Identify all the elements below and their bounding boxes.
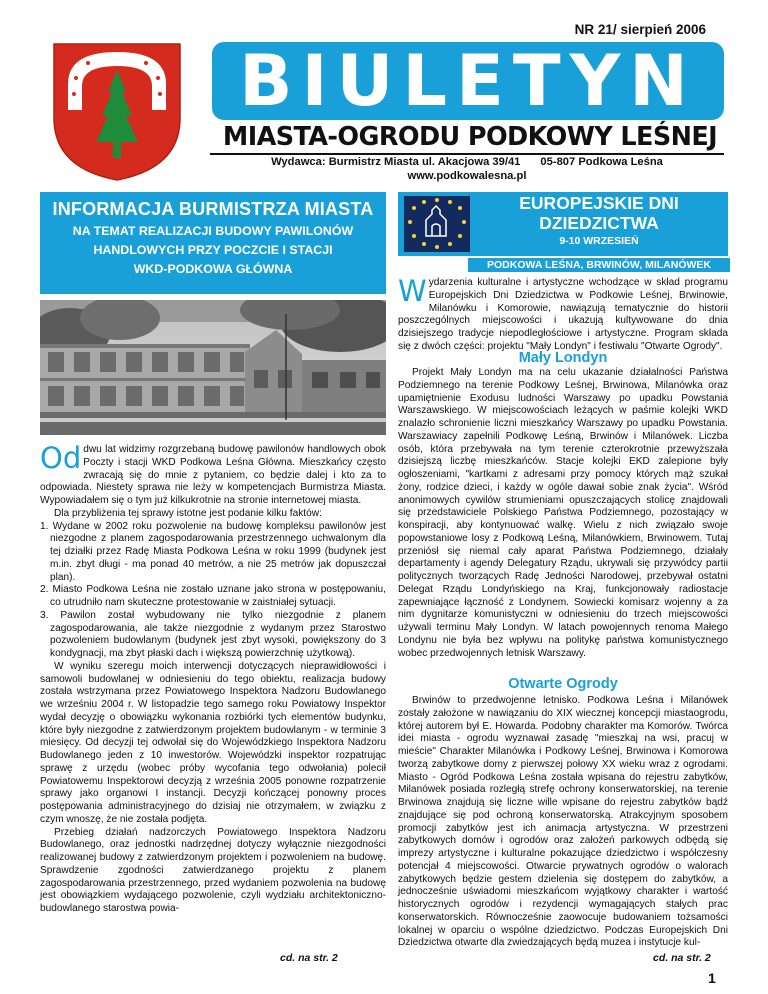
issue-number: NR 21/ sierpień 2006 — [574, 22, 706, 37]
continued-note: cd. na str. 2 — [280, 952, 338, 964]
section-title-otwarte-ogrody: Otwarte Ogrody — [508, 676, 618, 692]
mayor-info-title: INFORMACJA BURMISTRZA MIASTA — [52, 199, 374, 219]
title-banner — [212, 42, 724, 120]
heritage-days-places: PODKOWA LEŚNA, BRWINÓW, MILANÓWEK — [468, 258, 730, 272]
publisher-postal: 05-807 Podkowa Leśna — [540, 156, 663, 168]
heritage-days-title-line-1: EUROPEJSKIE DNI — [519, 193, 679, 213]
heritage-intro — [398, 274, 728, 354]
mayor-info-intro — [40, 441, 386, 508]
mayor-info-subtitle-2: HANDLOWYCH PRZY POCZCIE I STACJI — [93, 243, 333, 257]
drop-cap: Od — [40, 441, 82, 475]
mayor-info-intro-text: dwu lat widzimy rozgrzebaną budowę pawilonów handlowych obok Poczty i stacji WKD Podkowa Leśna Główna. Mieszkańcy często zwracają się do mnie z pytaniem, co będzie dalej i kto za to odpowiada. Niestety sprawa nie leży w kompetencjach Burmistrza Miasta. Wypowiadałem się o tym już kilkukrotnie na stronie internetowej miasta. — [40, 444, 386, 506]
mayor-info-paragraph: W wyniku szeregu moich interwencji dotyczących nieprawidłowości i samowoli budowlanej w odniesieniu do tego obiektu, realizacja budowy została wstrzymana przez Powiatowego Inspektora Nadzoru Budowlanego we wrześniu 2004 r. W listopadzie tego samego roku Powiatowy Inspektor wydał decyzję o obowiązku wykonania rozbiórki tych elementów budynku, które były niezgodne z zatwierdzonym projektem budowlanym - w terminie 3 miesięcy. Od decyzji tej odwołał się do Wojewódzkiego Inspektora Nadzoru Budowlanego jeden z 10 inwestorów. Wojewódzki inspektor rozpatrując sprawę z urzędu (wobec próby wycofania tego odwołania) polecił Powiatowemu Inspektorowi decyzją z września 2005 ponowne rozpatrzenie sprawy jako organowi I instancji. Decyzji kończącej ponowny proces postępowania administracyjnego do dzisiaj nie otrzymałem, w związku z czym wnoszę, że nie została podjęta. — [40, 660, 386, 825]
european-heritage-days-logo — [404, 196, 470, 252]
coat-of-arms-logo — [50, 40, 184, 182]
facts-list — [40, 521, 386, 661]
newsletter-title: BIULETYN — [239, 40, 697, 122]
heritage-days-title-line-2: DZIEDZICTWA — [539, 213, 659, 233]
continued-note: cd. na str. 2 — [653, 952, 711, 964]
maly-londyn-article — [398, 367, 728, 660]
drop-cap: W — [398, 274, 427, 308]
fact-item: 3. Pawilon został wybudowany nie tylko niezgodnie z planem zagospodarowania, ale także niezgodnie z wydanym przez Starostwo pozwoleniem budowlanym (budynek jest zbyt wysoki, powiększony do 3 kondygnacji, ma zbyt płaski dach i większą powierzchnię użytkową). — [40, 609, 386, 659]
mayor-info-header — [40, 192, 386, 294]
fact-item: 1. Wydane w 2002 roku pozwolenie na budowę kompleksu pawilonów jest niezgodne z planem zagospodarowania przestrzennego uchwalonym dla tej działki przez Radę Miasta Podkowa Leśna w roku 1999 (budynek jest m.in. zbyt długi - ma ponad 40 metrów, a nie 25 metrów jak dopuszczał plan). — [40, 520, 386, 583]
page-number: 1 — [708, 970, 716, 986]
heritage-days-title — [468, 193, 730, 233]
mayor-info-paragraph: Dla przybliżenia tej sprawy istotne jest podanie kilku faktów: — [54, 507, 322, 519]
publisher-address: Wydawca: Burmistrz Miasta ul. Akacjowa 39/41 — [271, 156, 521, 168]
mayor-info-subtitle-1: NA TEMAT REALIZACJI BUDOWY PAWILONÓW — [72, 224, 354, 238]
publisher-line — [210, 156, 724, 168]
mayor-info-subtitle-3: WKD-PODKOWA GŁÓWNA — [133, 262, 293, 276]
heritage-days-dates: 9-10 WRZESIEŃ — [559, 235, 639, 247]
maly-londyn-text: Projekt Mały Londyn ma na celu ukazanie działalności Państwa Podziemnego na terenie Podkowy Leśnej, Brwinowa, Milanówka oraz upamiętnienie Exodusu ludności Warszawy po upadku Powstania Warszawskiego. W miejscowościach leżących w paśmie kolejki WKD znalazło schronienie liczni mieszkańcy Warszawy po upadku Powstania. Warszawiacy zapełnili Podkowę Leśną, Brwinów i Milanówek. Liczba osób, która przebywała na tym terenie czterokrotnie przewyższała dzisiejszą liczbę mieszkańców. Stacje kolejki EKD zalepione były ogłoszeniami, "kartkami z adresami przy pomocy których mąż szukał żony, rodzice dzieci, i każdy w ogóle dawał sobie znak życia". Wśród anonimowych cywilów strumieniami opuszczających stolicę znajdowali się przedstawiciele Polskiego Państwa Podziemnego, pozostający w konspiracji, aby kontynuować walkę. Wielu z nich związało swoje popowstaniowe losy z Podkową Leśną, Milanówkiem, Brwinowem. Tutaj przeniósł się niemal cały aparat Państwa Podziemnego, działały departamenty i agendy Delegatury Rządu, ukrywali się przywódcy partii politycznych tworzących Radę Jedności Narodowej, przebywał ostatni Delegat Rządu Londyńskiego na Kraj, funkcjonowały radiostacje zapewniające łączność z Londynem. Sowiecki komisarz wojenny a za nim dygnitarze komunistyczni w odniesieniu do trzech miejscowości używali terminu Mały Londyn. W latach powojennych renoma Małego Londynu nie była bez wpływu na politykę państwa komunistycznego wobec przedwojennych letnisk Warszawy. — [398, 367, 728, 659]
section-title-maly-londyn: Mały Londyn — [518, 350, 608, 366]
newsletter-subtitle: MIASTA-OGRODU PODKOWY LEŚNEJ — [222, 122, 718, 152]
fact-item: 2. Miasto Podkowa Leśna nie zostało uznane jako strona w postępowaniu, co utrudniło nam skuteczne protestowanie w zaistniałej sytuacji. — [40, 584, 386, 608]
mayor-info-article — [40, 441, 386, 916]
construction-site-photo — [40, 300, 386, 435]
mayor-info-paragraph: Przebieg działań nadzorczych Powiatowego Inspektora Nadzoru Budowlanego, oraz jednostki nadrzędnej dotyczy wyłącznie niezgodności realizowanej budowy z zatwierdzonym projektem i pozwoleniem na budowę. Sprawdzenie zgodności zatwierdzanego projektu z planem zagospodarowania przestrzennego, przed wydaniem pozwolenia na budowę jest obowiązkiem wydającego pozwolenie, czyli wydziału architektoniczno-budowlanego starostwa powia- — [40, 826, 386, 914]
masthead-rule — [210, 153, 724, 155]
otwarte-ogrody-text: Brwinów to przedwojenne letnisko. Podkowa Leśna i Milanówek zostały założone w nawiązaniu do XIX wiecznej koncepcji miastaogrodu, której autorem był E. Howarda. Podobny charakter ma Komorów. Twórca idei miasta - ogrodu wyznawał zasadę "mieszkaj na wsi, pracuj w mieście" Charakter Milanówka i Podkowy Leśnej, Brwinowa i Komorowa tworzą zabytkowe domy z pierwszej połowy XX wieku wraz z ogrodami. Miasto - Ogród Podkowa Leśna została wpisana do rejestru zabytków, Milanówek posiada rozległą strefę ochrony konserwatorskiej, na terenie Brwinowa znajdują się liczne wille wpisane do rejestru zabytków bądź znajdujące się pod ochroną konserwatorską. Atrakcyjnym sposobem promocji zabytków jest ich animacja artystyczna. W przestrzeni zabytkowych domów i ogrodów oraz założeń parkowych odbędą się imprezy artystyczne i kulturalne pokazujące dziedzictwo i współczesny potencjał 4 miejscowości. Otwarcie prywatnych ogrodów o walorach zabytkowych będzie gestem dzielenia się dostępem do zabytków, a jednocześnie uświadomi mieszkańcom wyjątkowy charakter i wartość historycznych ogrodów i rezydencji wymagających stałych prac konserwatorskich. Równocześnie zaowocuje budowaniem tożsamości lokalnej w oparciu o wspólne dziedzictwo. Podczas Europejskich Dni Dziedzictwa otwarte dla zwiedzających będą muzea i instytucje kul- — [398, 695, 728, 949]
otwarte-ogrody-article — [398, 695, 728, 950]
website-link[interactable]: www.podkowalesna.pl — [407, 170, 527, 182]
heritage-intro-text: ydarzenia kulturalne i artystyczne wchodzące w skład programu Europejskich Dni Dziedzictwa w Podkowie Leśnej, Brwinowie, Milanówku i Komorowie, nawiązują tematycznie do historii poszczególnych miejscowości i ukazują kultywowane do dnia dzisiejszego tradycje niepodległościowe i artystyczne. Program składa się z dwóch części: projektu "Mały Londyn" i festiwalu "Otwarte Ogrody". — [398, 277, 728, 352]
